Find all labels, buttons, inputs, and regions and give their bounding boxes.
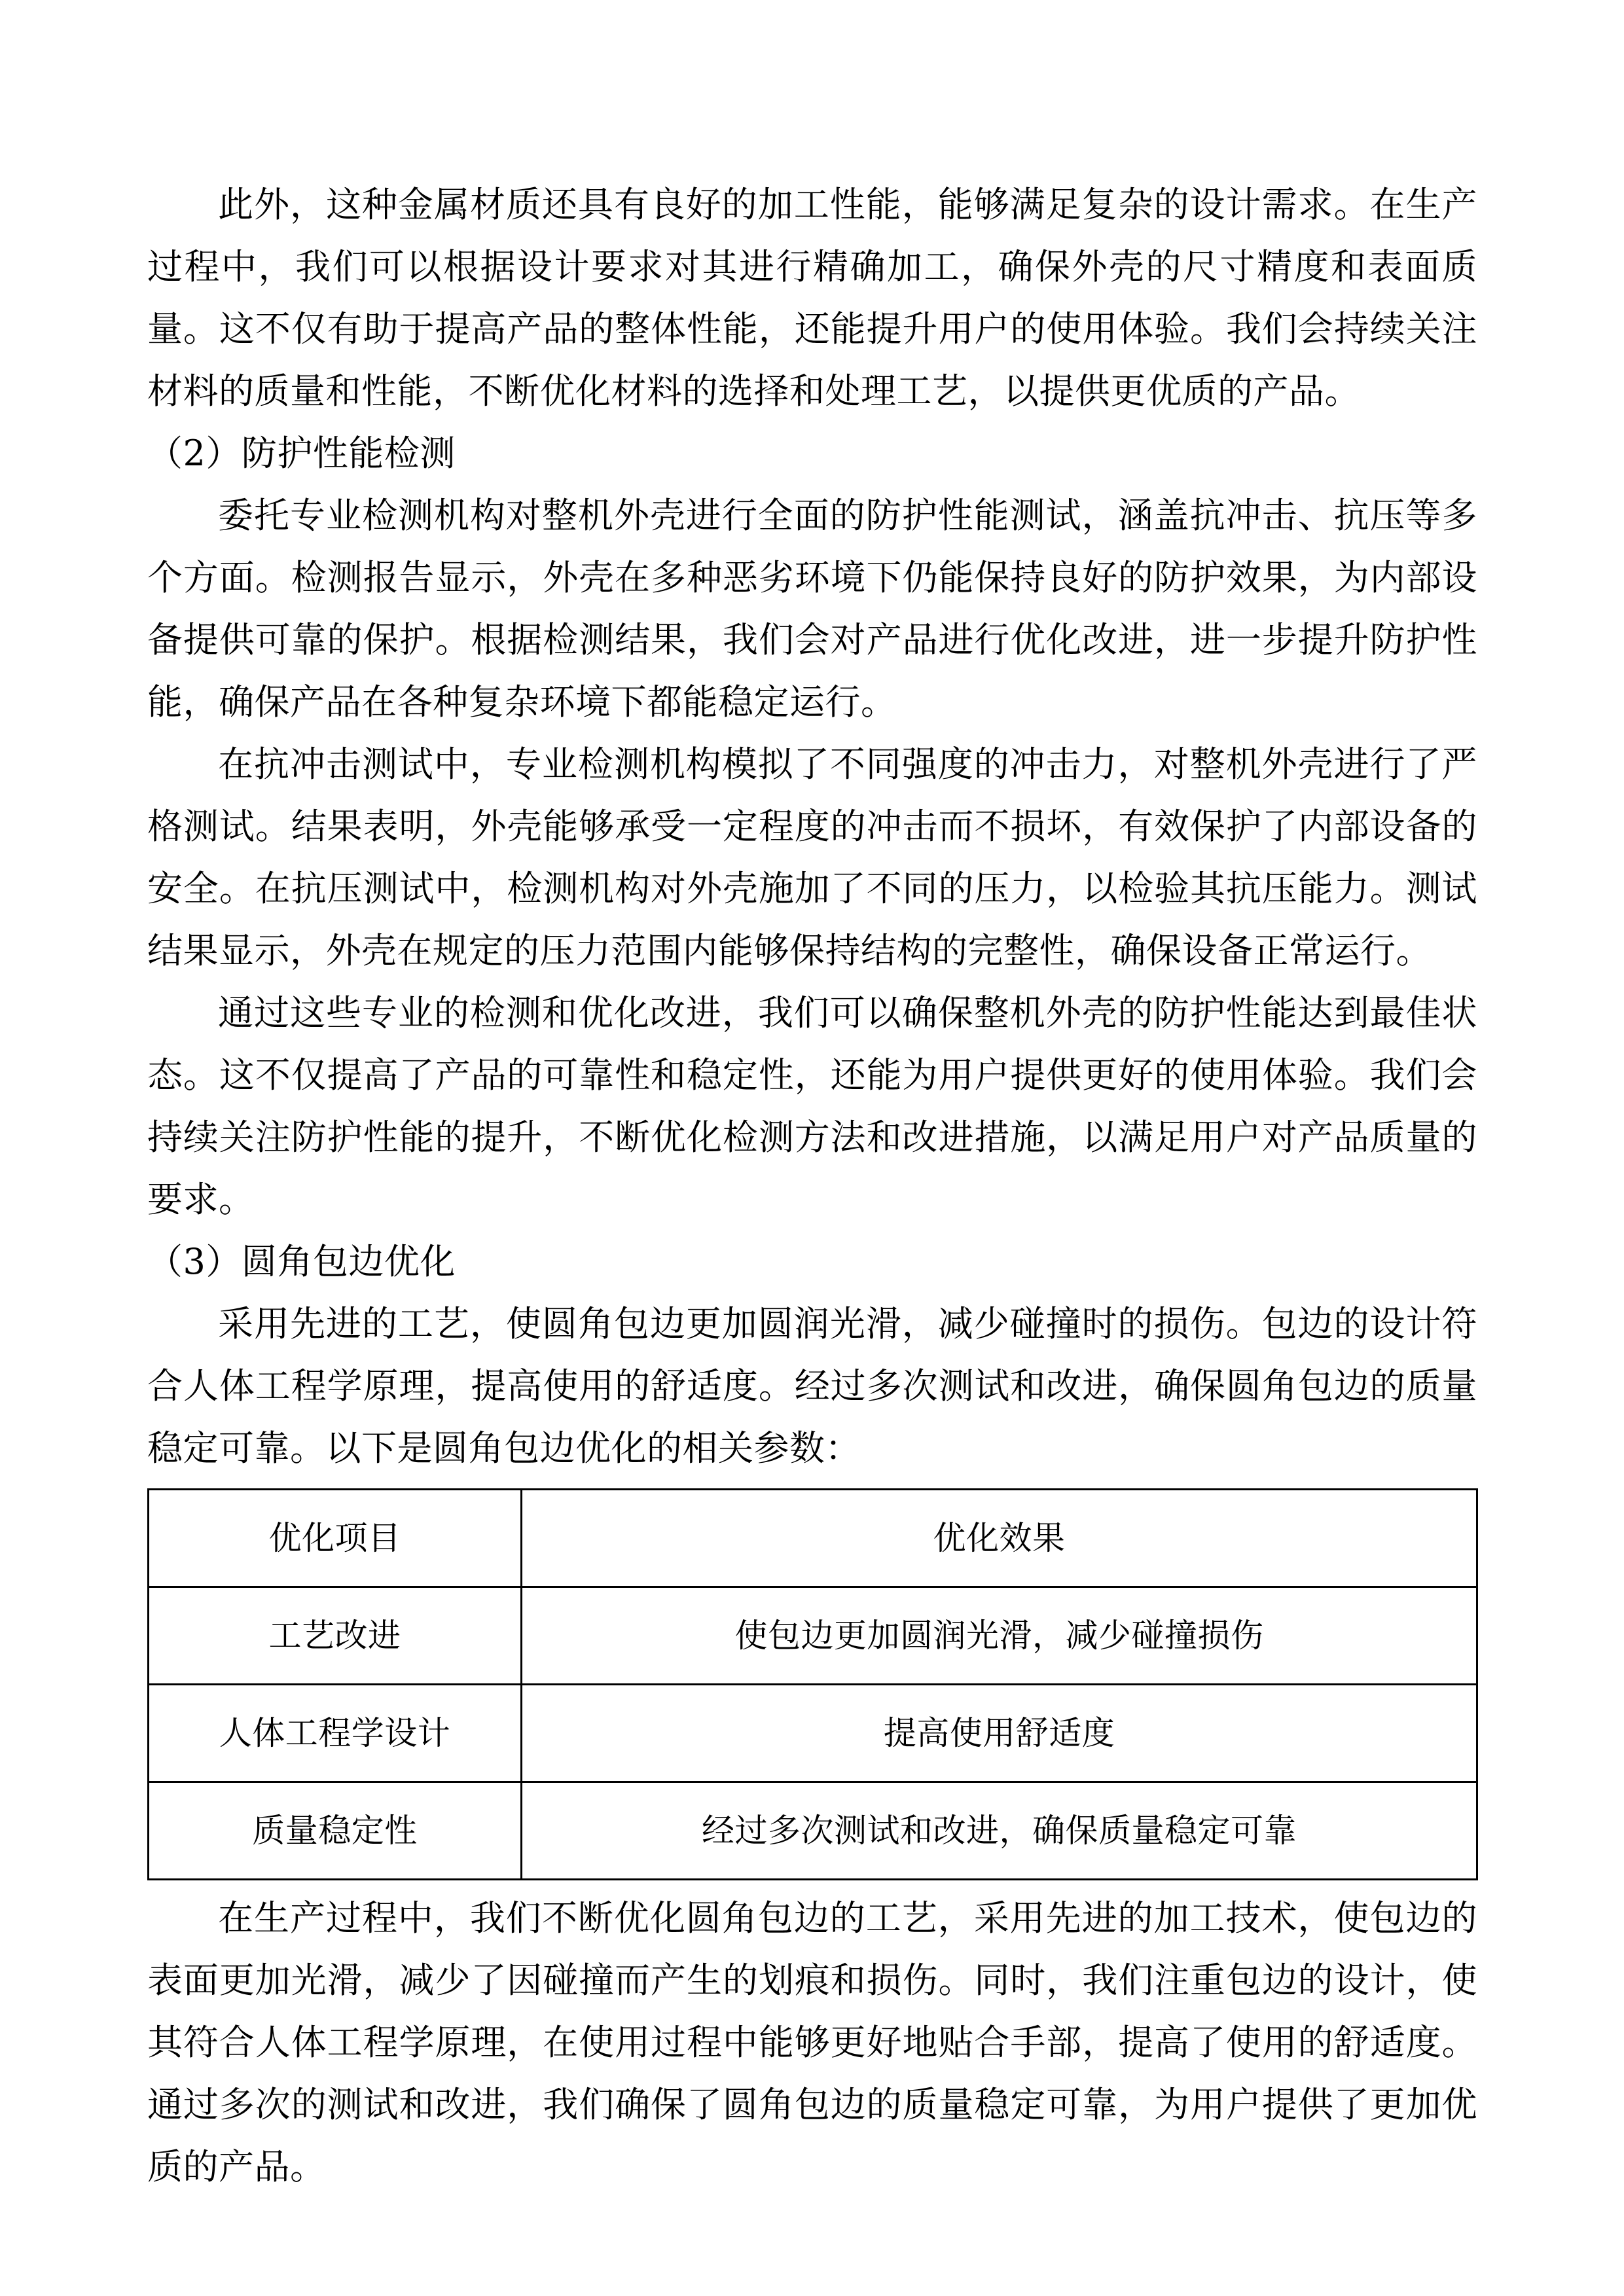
heading-protection-test: （2）防护性能检测	[147, 433, 456, 474]
table-cell-effect: 提高使用舒适度	[522, 1685, 1477, 1782]
paragraph-rounded-edge-production: 在生产过程中，我们不断优化圆角包边的工艺，采用先进的加工技术，使包边的表面更加光滑，减少了因碰撞而产生的划痕和损伤。同时，我们注重包边的设计，使其符合人体工程学原理，在使用过程中能够更好地贴合手部，提高了使用的舒适度。通过多次的测试和改进，我们确保了圆角包边的质量稳定可靠，为用户提供了更加优质的产品。	[147, 1897, 1477, 2187]
paragraph-impact-and-pressure-test: 在抗冲击测试中，专业检测机构模拟了不同强度的冲击力，对整机外壳进行了严格测试。结果表明，外壳能够承受一定程度的冲击而不损坏，有效保护了内部设备的安全。在抗压测试中，检测机构对外壳施加了不同的压力，以检验其抗压能力。测试结果显示，外壳在规定的压力范围内能够保持结构的完整性，确保设备正常运行。	[147, 744, 1477, 971]
table-row	[149, 1685, 1477, 1782]
table-cell-item: 人体工程学设计	[149, 1685, 522, 1782]
heading-rounded-edge-optimization: （3）圆角包边优化	[147, 1241, 456, 1282]
table-header-cell-effect: 优化效果	[522, 1490, 1477, 1587]
table-cell-item: 质量稳定性	[149, 1782, 522, 1880]
paragraph-rounded-edge-intro: 采用先进的工艺，使圆角包边更加圆润光滑，减少碰撞时的损伤。包边的设计符合人体工程学原理，提高使用的舒适度。经过多次测试和改进，确保圆角包边的质量稳定可靠。以下是圆角包边优化的相关参数：	[147, 1303, 1477, 1469]
page-content	[147, 173, 1477, 2198]
paragraph-protection-conclusion: 通过这些专业的检测和优化改进，我们可以确保整机外壳的防护性能达到最佳状态。这不仅提高了产品的可靠性和稳定性，还能为用户提供更好的使用体验。我们会持续关注防护性能的提升，不断优化检测方法和改进措施，以满足用户对产品质量的要求。	[147, 992, 1477, 1220]
paragraph-material-processing: 此外，这种金属材质还具有良好的加工性能，能够满足复杂的设计需求。在生产过程中，我们可以根据设计要求对其进行精确加工，确保外壳的尺寸精度和表面质量。这不仅有助于提高产品的整体性能，还能提升用户的使用体验。我们会持续关注材料的质量和性能，不断优化材料的选择和处理工艺，以提供更优质的产品。	[147, 184, 1477, 412]
rounded-edge-parameters-table	[147, 1488, 1478, 1880]
table-header-row	[149, 1490, 1477, 1587]
table-row	[149, 1587, 1477, 1685]
table-cell-item: 工艺改进	[149, 1587, 522, 1685]
table-cell-effect: 经过多次测试和改进，确保质量稳定可靠	[522, 1782, 1477, 1880]
table-header-cell-item: 优化项目	[149, 1490, 522, 1587]
table-cell-effect: 使包边更加圆润光滑，减少碰撞损伤	[522, 1587, 1477, 1685]
paragraph-protection-test-overview: 委托专业检测机构对整机外壳进行全面的防护性能测试，涵盖抗冲击、抗压等多个方面。检测报告显示，外壳在多种恶劣环境下仍能保持良好的防护效果，为内部设备提供可靠的保护。根据检测结果，我们会对产品进行优化改进，进一步提升防护性能，确保产品在各种复杂环境下都能稳定运行。	[147, 495, 1477, 723]
table-row	[149, 1782, 1477, 1880]
